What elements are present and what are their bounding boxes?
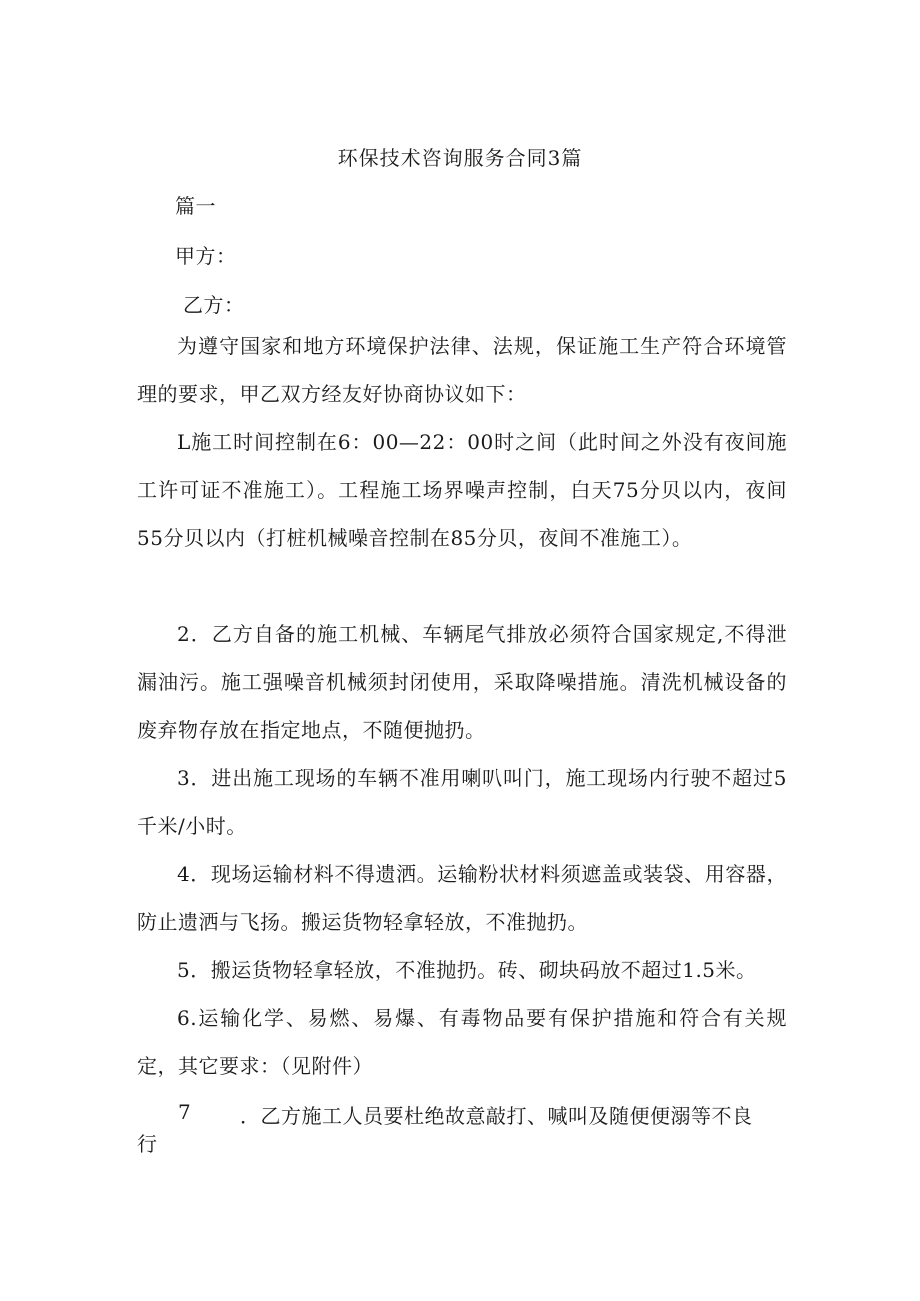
clause-1: L施工时间控制在6：00—22：00时之间（此时间之外没有夜间施工许可证不准施工）。工程施工场界噪声控制，白天75分贝以内，夜间55分贝以内（打桩机械噪音控制在85分贝，夜间不准施工）。 [137, 430, 787, 550]
clause-4: 4．现场运输材料不得遗洒。运输粉状材料须遮盖或装袋、用容器，防止遗洒与飞扬。搬运货物轻拿轻放，不准抛扔。 [137, 862, 787, 934]
clause-7-number: 7 [178, 1100, 192, 1124]
clause-6: 6.运输化学、易燃、易爆、有毒物品要有保护措施和符合有关规定，其它要求：（见附件） [137, 1006, 787, 1078]
clause-7-text: ．乙方施工人员要杜绝故意敲打、喊叫及随便便溺等不良 [240, 1104, 753, 1128]
clause-2: 2．乙方自备的施工机械、车辆尾气排放必须符合国家规定,不得泄漏油污。施工强噪音机械须封闭使用，采取降噪措施。清洗机械设备的废弃物存放在指定地点，不随便抛扔。 [137, 622, 787, 742]
intro-paragraph: 为遵守国家和地方环境保护法律、法规，保证施工生产符合环境管理的要求，甲乙双方经友好协商协议如下： [137, 334, 787, 406]
document-title: 环保技术咨询服务合同3篇 [337, 146, 583, 170]
clause-7-continuation: 行 [137, 1132, 158, 1156]
section-heading: 篇一 [175, 194, 216, 218]
party-a-label: 甲方： [175, 244, 237, 268]
party-b-label: 乙方： [183, 293, 245, 317]
clause-3: 3．进出施工现场的车辆不准用喇叭叫门，施工现场内行驶不超过5千米/小时。 [137, 766, 787, 838]
clause-5: 5．搬运货物轻拿轻放，不准抛扔。砖、砌块码放不超过1.5米。 [177, 958, 757, 982]
